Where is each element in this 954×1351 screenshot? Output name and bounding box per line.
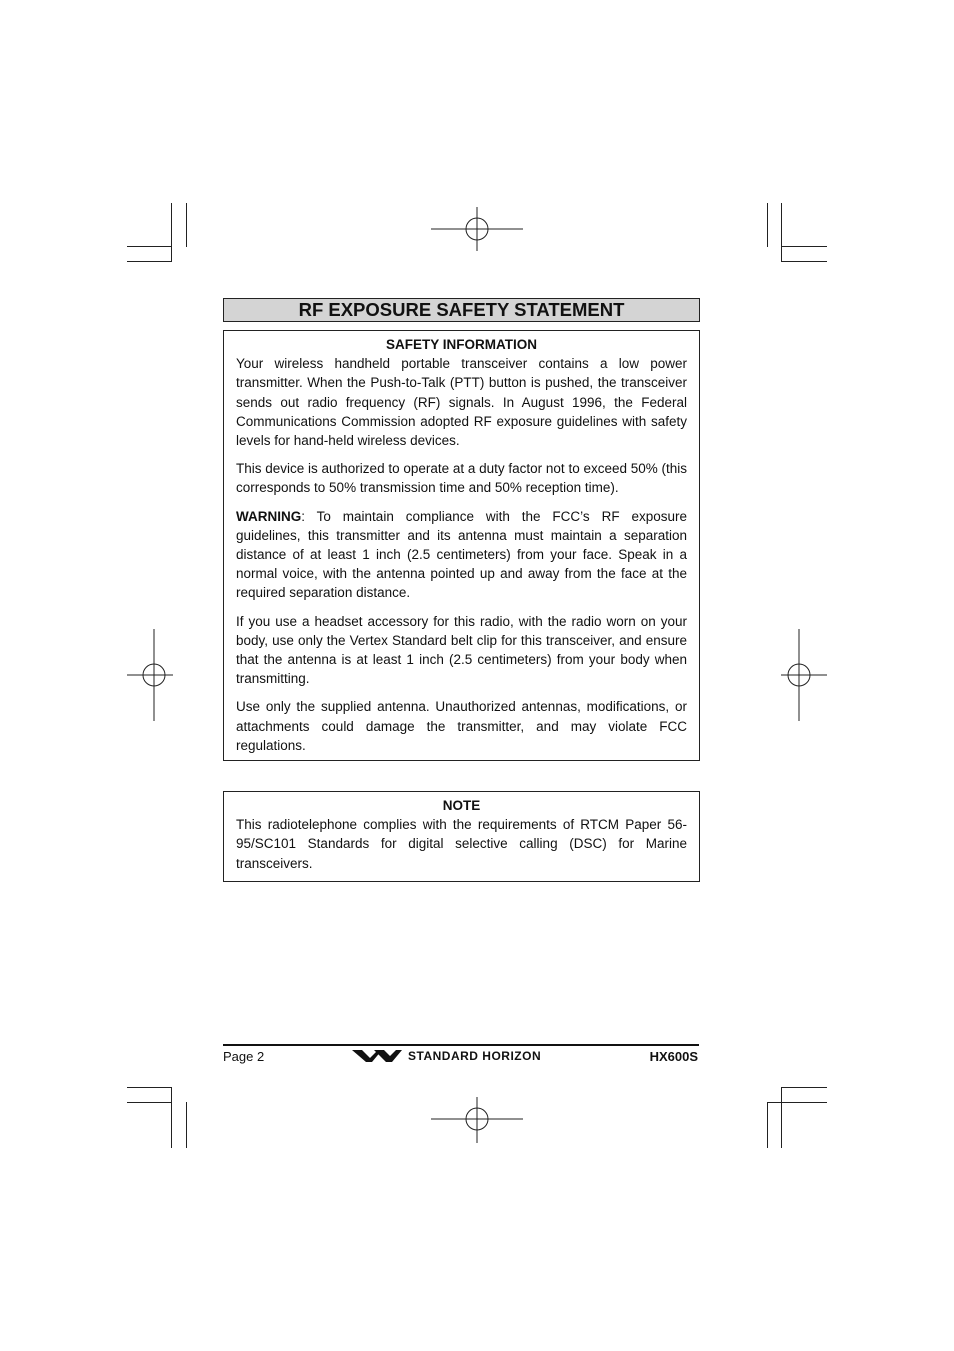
- safety-paragraph: Your wireless handheld portable transceiver contains a low power transmitter. When the Push-to-Talk (PTT) button is pushed, the transceiver sends out radio frequency (RF) signals. In August 1996, the Federal Communications Commission adopted RF exposure guidelines with safety levels for hand-held wireless devices.: [236, 356, 687, 449]
- crop-mark: [171, 1087, 172, 1148]
- crop-mark: [781, 1087, 782, 1148]
- brand-name: STANDARD HORIZON: [408, 1049, 542, 1063]
- crop-mark: [767, 203, 768, 247]
- registration-mark-icon: [127, 629, 173, 721]
- crop-mark: [781, 1087, 827, 1088]
- headset-paragraph: If you use a headset accessory for this radio, with the radio worn on your body, use only the Vertex Standard belt clip for this transceiver, and ensure that the antenna is at least 1 inch (2.5 centimeters) from your body when transmitting.: [236, 613, 687, 687]
- crop-mark: [171, 203, 172, 261]
- safety-information-box: [223, 330, 700, 761]
- crop-mark: [127, 261, 172, 262]
- crop-mark: [186, 203, 187, 247]
- crop-mark: [781, 261, 827, 262]
- registration-mark-icon: [431, 207, 523, 251]
- crop-mark: [781, 246, 827, 247]
- safety-heading: SAFETY INFORMATION: [386, 337, 537, 352]
- page-title: RF EXPOSURE SAFETY STATEMENT: [223, 298, 700, 322]
- standard-horizon-logo-icon: [352, 1049, 402, 1063]
- note-text: This radiotelephone complies with the requirements of RTCM Paper 56-95/SC101 Standards for digital selective calling (DSC) for Marine transceivers.: [236, 817, 687, 871]
- registration-mark-icon: [431, 1097, 523, 1143]
- crop-mark: [186, 1102, 187, 1148]
- note-box: [223, 791, 700, 882]
- crop-mark: [781, 203, 782, 261]
- warning-label: WARNING: [236, 508, 302, 524]
- crop-mark: [127, 1087, 172, 1088]
- note-heading: NOTE: [442, 798, 481, 813]
- registration-mark-icon: [781, 629, 827, 721]
- warning-paragraph: [236, 507, 687, 603]
- page-number: Page 2: [223, 1049, 265, 1064]
- crop-mark: [767, 1102, 768, 1148]
- crop-mark: [127, 1102, 172, 1103]
- footer-rule: [223, 1044, 699, 1046]
- brand-logo: [352, 1048, 541, 1064]
- antenna-paragraph: Use only the supplied antenna. Unauthorized antennas, modifications, or attachments could damage the transmitter, and may violate FCC regulations.: [236, 699, 687, 753]
- crop-mark: [127, 246, 172, 247]
- crop-mark: [767, 1102, 827, 1103]
- model-number: HX600S: [649, 1049, 698, 1064]
- warning-text: : To maintain compliance with the FCC’s RF exposure guidelines, this transmitter and its antenna must maintain a separation distance of at least 1 inch (2.5 centimeters) from your face. Speak in a normal voice, with the antenna pointed up and away from the face at the required separation distance.: [236, 508, 687, 601]
- duty-factor-paragraph: This device is authorized to operate at a duty factor not to exceed 50% (this corresponds to 50% transmission time and 50% reception time).: [236, 461, 688, 496]
